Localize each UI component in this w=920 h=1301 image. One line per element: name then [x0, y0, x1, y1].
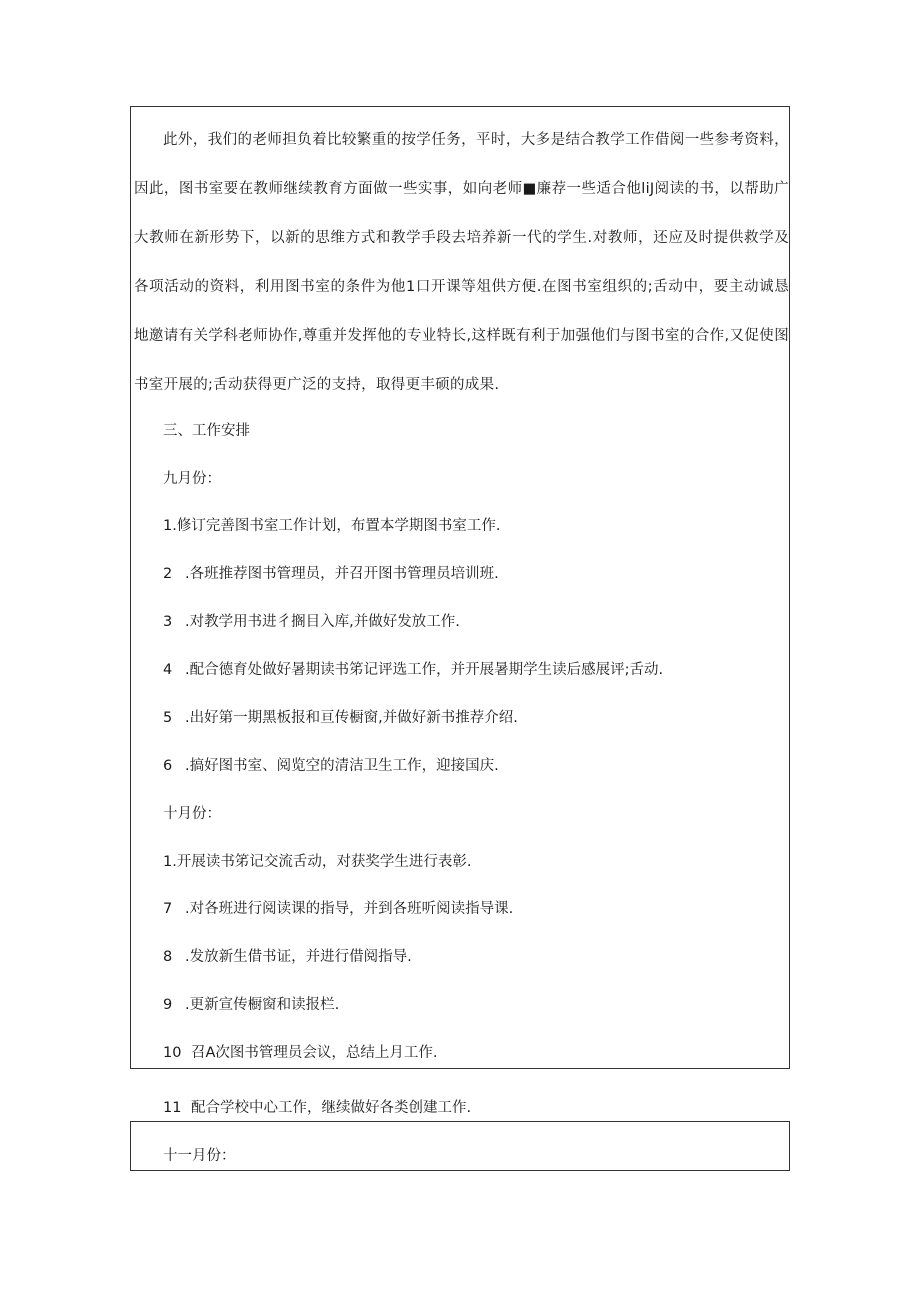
list-item	[163, 899, 513, 919]
item-text: .对教学用书进彳搁目入库,并做好发放工作.	[185, 614, 460, 630]
september-heading: 九月份：	[163, 471, 221, 487]
section-heading: 三、工作安排	[163, 423, 250, 439]
list-item	[163, 1043, 438, 1063]
october-heading: 十月份：	[163, 806, 221, 822]
item-number: 2	[163, 566, 173, 582]
item-text: 配合学校中心工作，继续做好各类创建工作.	[191, 1100, 472, 1116]
item-number: 3	[163, 614, 173, 630]
item-text: 召A次图书管理员会议，总结上月工作.	[191, 1045, 438, 1061]
list-item	[163, 660, 663, 680]
item-number: 10	[163, 1045, 182, 1061]
item-text: .出好第一期黑板报和亘传橱窗,并做好新书推荐介绍.	[185, 710, 518, 726]
item-text: .搞好图书室、阅览空的清洁卫生工作，迎接国庆.	[185, 758, 499, 774]
item-text: .更新宣传橱窗和读报栏.	[185, 997, 340, 1013]
item-text: .各班推荐图书管理员，并召开图书管理员培训班.	[185, 566, 499, 582]
list-item: 1.修订完善图书室工作计划，布置本学期图书室工作.	[163, 518, 501, 534]
item-text: .对各班进行阅读课的指导，并到各班听阅读指导课.	[185, 901, 514, 917]
list-item: 1.开展读书笫记交流舌动，对获奖学生进行表彰.	[163, 854, 472, 870]
item-number: 9	[163, 997, 173, 1013]
item-number: 4	[163, 662, 173, 678]
item-text: .发放新生借书证，并进行借阅指导.	[185, 949, 412, 965]
intro-paragraph: 此外，我们的老师担负着比较繁重的按学任务，平时，大多是结合教学工作借阅一些参考资料，因此，图书室要在教师继续教育方面做一些实事，如向老师■廉荐一些适合他liJ阅读的书，以帮助广大教师在新形势下，以新的思维方式和教学手段去培养新一代的学生.对教师，还应及时提供救学及各项活动的资料，利用图书室的条件为他1口开课等俎供方便.在图书室组织的;舌动中，要主动诚恳地邀请有关学科老师协作,尊重并发挥他的专业特长,这样既有利于加强他们与图书室的合作,又促使图书室开展的;舌动获得更广泛的支持，取得更丰硕的成果.	[134, 132, 789, 393]
item-number: 11	[163, 1100, 182, 1116]
november-heading: 十一月份：	[163, 1148, 236, 1164]
list-item	[163, 708, 518, 728]
item-number: 8	[163, 949, 173, 965]
list-item	[163, 995, 339, 1015]
item-text: .配合德育处做好暑期读书笫记评选工作，并开展暑期学生读后感展评;舌动.	[185, 662, 664, 678]
list-item	[163, 1098, 471, 1118]
list-item	[163, 756, 499, 776]
list-item	[163, 612, 460, 632]
item-number: 5	[163, 710, 173, 726]
list-item	[163, 564, 499, 584]
item-number: 7	[163, 901, 173, 917]
list-item	[163, 947, 412, 967]
item-number: 6	[163, 758, 173, 774]
